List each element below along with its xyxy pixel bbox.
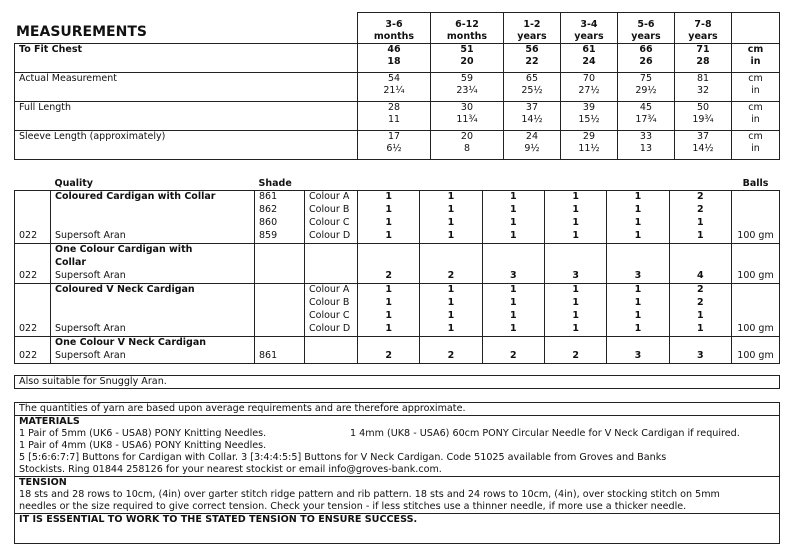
materials-line-3: 5 [5:6:6:7:7] Buttons for Cardigan with Collar. 3 [3:4:4:5:5] Buttons for V Neck Cardigan. Code 51025 available from Groves and Banks xyxy=(19,452,667,463)
yarn-table xyxy=(14,178,780,364)
yarn-row: 862 Colour B 1 1 1 1 1 2 xyxy=(15,204,780,217)
notes-box xyxy=(14,402,780,544)
yarn-row: 022 Supersoft Aran 2 2 3 3 3 4 100 gm xyxy=(15,270,780,284)
yarn-row: One Colour Cardigan with xyxy=(15,244,780,258)
yarn-header-row: Quality Shade Balls xyxy=(54,178,769,189)
measurements-title: MEASUREMENTS xyxy=(16,24,147,40)
yarn-row: 022 Supersoft Aran Colour D 1 1 1 1 1 1 100 gm xyxy=(15,323,780,337)
yarn-row: 022 Supersoft Aran 859 Colour D 1 1 1 1 1 1 100 gm xyxy=(15,230,780,244)
yarn-row: Coloured V Neck Cardigan Colour A 1 1 1 1 1 2 xyxy=(15,284,780,298)
materials-heading: MATERIALS xyxy=(19,416,80,427)
tension-line-1: 18 sts and 28 rows to 10cm, (4in) over garter stitch ridge pattern and rib pattern. 18 sts and 24 rows to 10cm, (4in), over stocking stitch on 5mm xyxy=(19,489,720,500)
measure-row-length: Full Length 28 11 30 11¾ 37 14½ 39 15½ 45 17¾ 50 19¾ cm in xyxy=(15,102,780,131)
yarn-row: Coloured Cardigan with Collar 861 Colour A 1 1 1 1 1 2 xyxy=(15,191,780,205)
essential-note: IT IS ESSENTIAL TO WORK TO THE STATED TENSION TO ENSURE SUCCESS. xyxy=(19,514,418,525)
yarn-row: One Colour V Neck Cardigan xyxy=(15,337,780,351)
quantities-note: The quantities of yarn are based upon average requirements and are therefore approximate. xyxy=(15,403,779,416)
also-suitable-box xyxy=(14,375,780,389)
yarn-row: 860 Colour C 1 1 1 1 1 1 xyxy=(15,217,780,230)
materials-line-4: Stockists. Ring 01844 258126 for your nearest stockist or email info@groves-bank.com. xyxy=(15,464,779,477)
yarn-row: Collar xyxy=(15,257,780,270)
yarn-row: 022 Supersoft Aran 861 2 2 2 2 3 3 100 gm xyxy=(15,350,780,364)
materials-line-2: 1 Pair of 4mm (UK8 - USA6) PONY Knitting Needles. xyxy=(19,440,267,451)
materials-line-1: 1 Pair of 5mm (UK6 - USA8) PONY Knitting Needles. 1 4mm (UK8 - USA6) 60cm PONY Circular Needle for V Neck Cardigan if required. xyxy=(19,428,740,439)
size-header-row: 3-6 months 6-12 months 1-2 years 3-4 years 5-6 years 7-8 years xyxy=(15,13,780,44)
measure-row-actual: Actual Measurement 54 21¼ 59 23¼ 65 25½ 70 27½ 75 29½ 81 32 cm in xyxy=(15,73,780,102)
tension-heading: TENSION xyxy=(19,477,67,488)
also-suitable-note: Also suitable for Snuggly Aran. xyxy=(19,376,167,387)
yarn-row: Colour C 1 1 1 1 1 1 xyxy=(15,310,780,323)
yarn-row: Colour B 1 1 1 1 1 2 xyxy=(15,297,780,310)
measure-row-sleeve: Sleeve Length (approximately) 17 6½ 20 8 24 9½ 29 11½ 33 13 37 14½ cm in xyxy=(15,131,780,160)
measurements-table xyxy=(14,12,780,160)
measure-row-chest: To Fit Chest 46 18 51 20 56 22 61 24 66 26 71 28 cm in xyxy=(15,44,780,73)
tension-line-2: needles or the size required to give correct tension. Check your tension - if less stitches use a thinner needle, if more use a thicker needle. xyxy=(15,501,779,514)
